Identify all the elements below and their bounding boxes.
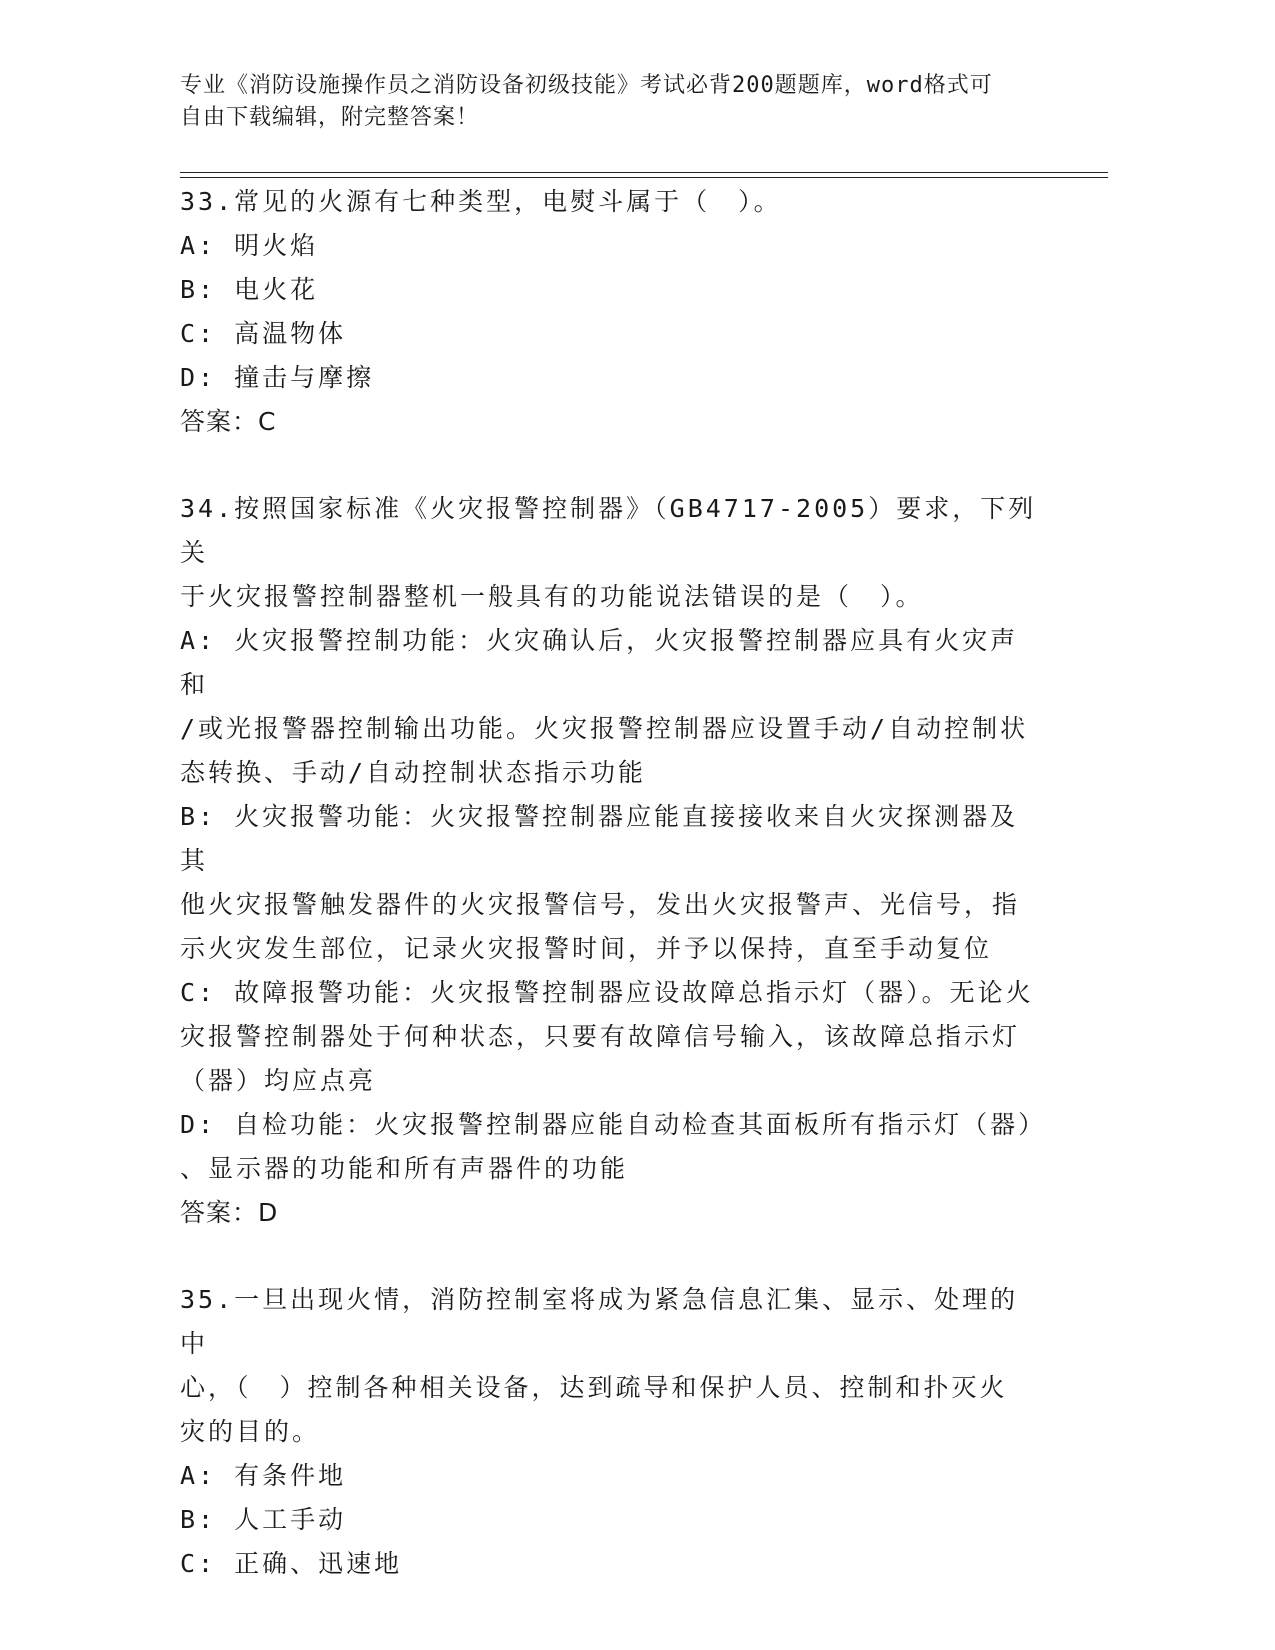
option-b: B: 电火花	[180, 275, 319, 304]
question-stem-line-3: 灾的目的。	[180, 1417, 321, 1446]
question-stem-line-1: 35.一旦出现火情，消防控制室将成为紧急信息汇集、显示、处理的中	[180, 1285, 1019, 1358]
question-list	[180, 180, 1047, 1586]
question-stem-line-1: 34.按照国家标准《火灾报警控制器》（GB4717-2005）要求，下列关	[180, 494, 1037, 567]
header-line-1: 专业《消防设施操作员之消防设备初级技能》考试必背200题题库，word格式可	[180, 73, 993, 98]
answer-label: 答案：D	[180, 1198, 279, 1227]
option-c-line-2: 灾报警控制器处于何种状态，只要有故障信号输入，该故障总指示灯	[180, 1022, 1021, 1051]
question-spacer	[180, 444, 1040, 487]
option-c-line-3: （器）均应点亮	[180, 1066, 377, 1095]
answer-label: 答案：C	[180, 407, 277, 436]
option-c: C: 正确、迅速地	[180, 1549, 403, 1578]
question-spacer	[180, 1235, 1040, 1278]
question-stem-line-2: 于火灾报警控制器整机一般具有的功能说法错误的是（ ）。	[180, 582, 924, 611]
option-d-line-1: D: 自检功能：火灾报警控制器应能自动检查其面板所有指示灯（器）	[180, 1110, 1047, 1139]
option-c: C: 高温物体	[180, 319, 347, 348]
header-divider-bottom	[180, 177, 1108, 178]
question-stem: 33.常见的火源有七种类型，电熨斗属于（ ）。	[180, 187, 782, 216]
question-35	[180, 1278, 1040, 1586]
option-a-line-3: 态转换、手动/自动控制状态指示功能	[180, 758, 647, 787]
option-d: D: 撞击与摩擦	[180, 363, 375, 392]
question-34	[180, 487, 1047, 1235]
option-c-line-1: C: 故障报警功能：火灾报警控制器应设故障总指示灯（器）。无论火	[180, 978, 1034, 1007]
header-divider-top	[180, 172, 1108, 173]
header-line-2: 自由下载编辑，附完整答案！	[180, 105, 480, 130]
option-b: B: 人工手动	[180, 1505, 347, 1534]
question-33	[180, 180, 1040, 444]
option-b-line-1: B: 火灾报警功能：火灾报警控制器应能直接接收来自火灾探测器及其	[180, 802, 1019, 875]
question-stem-line-2: 心，（ ）控制各种相关设备，达到疏导和保护人员、控制和扑灭火	[180, 1373, 1008, 1402]
option-b-line-2: 他火灾报警触发器件的火灾报警信号，发出火灾报警声、光信号，指	[180, 890, 1021, 919]
option-a-line-2: /或光报警器控制输出功能。火灾报警控制器应设置手动/自动控制状	[180, 714, 1029, 743]
option-b-line-3: 示火灾发生部位，记录火灾报警时间，并予以保持，直至手动复位	[180, 934, 993, 963]
option-d-line-2: 、显示器的功能和所有声器件的功能	[180, 1154, 629, 1183]
document-header	[180, 70, 1060, 134]
option-a: A: 明火焰	[180, 231, 319, 260]
option-a: A: 有条件地	[180, 1461, 347, 1490]
option-a-line-1: A: 火灾报警控制功能：火灾确认后，火灾报警控制器应具有火灾声和	[180, 626, 1019, 699]
